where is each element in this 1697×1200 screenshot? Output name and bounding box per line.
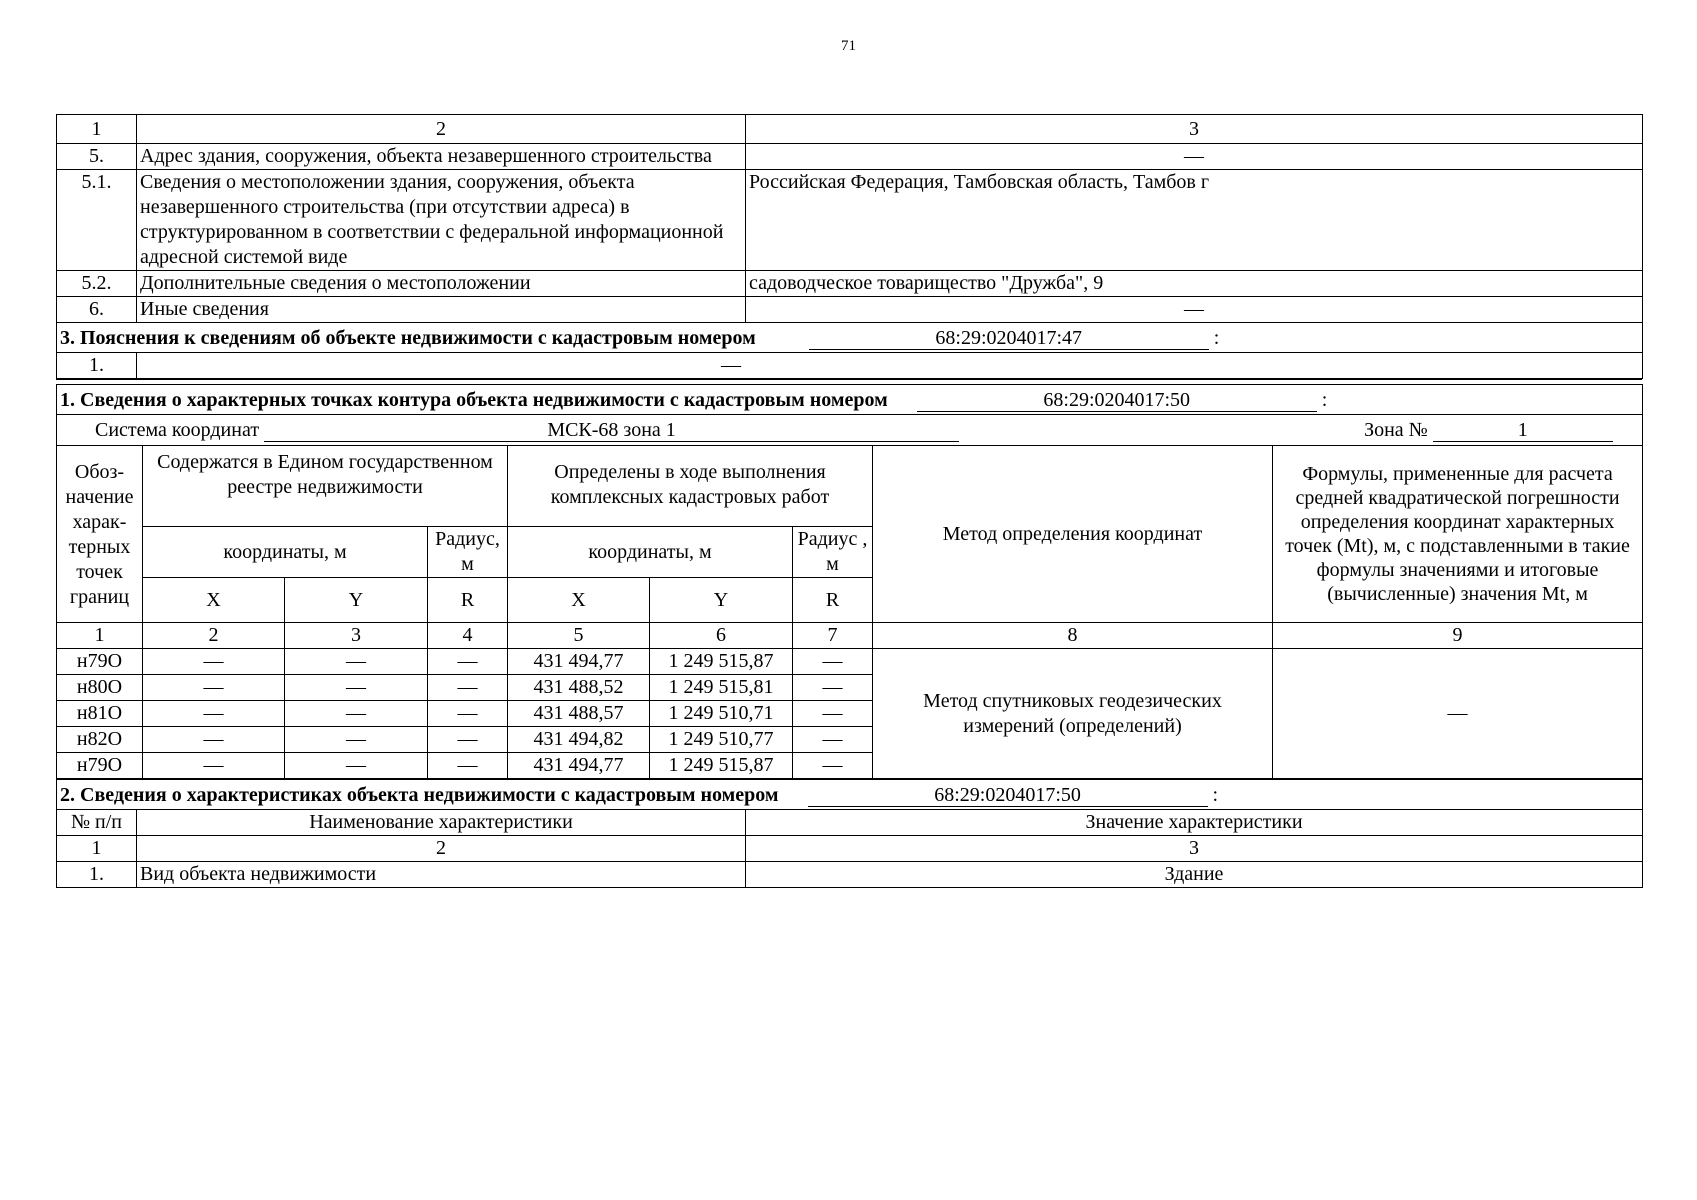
designation-header: Обоз-начение харак-терных точек границ xyxy=(57,446,143,623)
table-row xyxy=(57,353,1643,379)
point-name: н79О xyxy=(57,753,143,779)
table-row xyxy=(57,862,1643,888)
table-row xyxy=(57,144,1643,170)
column-number-5: 5 xyxy=(508,623,650,649)
section-1-cadastral-number: 68:29:0204017:50 xyxy=(917,389,1317,412)
point-y-egrn: — xyxy=(285,727,428,753)
document-body xyxy=(56,114,1642,888)
point-name: н80О xyxy=(57,675,143,701)
ckr-coords-header: координаты, м xyxy=(508,527,793,578)
row-name: Дополнительные сведения о местоположении xyxy=(137,271,746,297)
point-y-egrn: — xyxy=(285,675,428,701)
zone-value: 1 xyxy=(1433,419,1613,442)
column-numbers-row xyxy=(57,623,1643,649)
section-3-title: 3. Пояснения к сведениям об объекте недвижимости с кадастровым номером xyxy=(60,327,756,349)
point-x-egrn: — xyxy=(143,727,285,753)
point-r-ckr: — xyxy=(793,649,873,675)
column-number-1: 1 xyxy=(57,623,143,649)
column-number-3: 3 xyxy=(746,115,1643,144)
row-number: 1. xyxy=(57,353,137,379)
formula-value: — xyxy=(1273,649,1643,779)
characteristic-name-header: Наименование характеристики xyxy=(137,810,746,836)
section-1-title: 1. Сведения о характерных точках контура объекта недвижимости с кадастровым номером xyxy=(60,389,888,411)
point-r-egrn: — xyxy=(428,649,508,675)
point-name: н82О xyxy=(57,727,143,753)
row-value: — xyxy=(746,144,1643,170)
method-value: Метод спутниковых геодезических измерений (определений) xyxy=(873,649,1273,779)
method-header: Метод определения координат xyxy=(873,446,1273,623)
number-header: № п/п xyxy=(57,810,137,836)
point-row xyxy=(57,649,1643,675)
section-1-title-row xyxy=(57,385,1643,415)
egrn-coords-header: координаты, м xyxy=(143,527,428,578)
row-name: Вид объекта недвижимости xyxy=(137,862,746,888)
table-row xyxy=(57,170,1643,271)
point-y-ckr: 1 249 515,87 xyxy=(650,649,793,675)
point-y-egrn: — xyxy=(285,649,428,675)
point-r-egrn: — xyxy=(428,701,508,727)
section-3-title-row xyxy=(57,323,1643,353)
row-value: — xyxy=(746,297,1643,323)
column-numbers-row xyxy=(57,836,1643,862)
characteristic-value-header: Значение характеристики xyxy=(746,810,1643,836)
point-x-ckr: 431 488,52 xyxy=(508,675,650,701)
egrn-r-header: R xyxy=(428,578,508,623)
characteristics-header-row xyxy=(57,810,1643,836)
points-table xyxy=(56,384,1643,779)
row-value: — xyxy=(137,353,1643,379)
row-number: 5. xyxy=(57,144,137,170)
point-x-ckr: 431 488,57 xyxy=(508,701,650,727)
point-r-egrn: — xyxy=(428,675,508,701)
column-number-1: 1 xyxy=(57,115,137,144)
point-x-egrn: — xyxy=(143,649,285,675)
point-x-egrn: — xyxy=(143,701,285,727)
ckr-y-header: Y xyxy=(650,578,793,623)
column-number-9: 9 xyxy=(1273,623,1643,649)
coordinate-system-label: Система координат xyxy=(95,419,260,441)
point-name: н81О xyxy=(57,701,143,727)
table-row xyxy=(57,297,1643,323)
row-value: садоводческое товарищество "Дружба", 9 xyxy=(746,271,1643,297)
column-number-2: 2 xyxy=(137,115,746,144)
column-number-8: 8 xyxy=(873,623,1273,649)
column-number-3: 3 xyxy=(746,836,1643,862)
point-r-ckr: — xyxy=(793,753,873,779)
coordinate-system-value: МСК-68 зона 1 xyxy=(264,419,959,442)
row-name: Иные сведения xyxy=(137,297,746,323)
row-value: Российская Федерация, Тамбовская область, Тамбов г xyxy=(746,170,1643,271)
point-name: н79О xyxy=(57,649,143,675)
point-x-egrn: — xyxy=(143,675,285,701)
egrn-y-header: Y xyxy=(285,578,428,623)
column-number-4: 4 xyxy=(428,623,508,649)
point-y-egrn: — xyxy=(285,753,428,779)
point-y-ckr: 1 249 515,81 xyxy=(650,675,793,701)
point-r-ckr: — xyxy=(793,701,873,727)
row-number: 5.2. xyxy=(57,271,137,297)
point-r-egrn: — xyxy=(428,727,508,753)
column-number-7: 7 xyxy=(793,623,873,649)
row-number: 1. xyxy=(57,862,137,888)
address-table xyxy=(56,114,1643,379)
point-r-egrn: — xyxy=(428,753,508,779)
section-2-title: 2. Сведения о характеристиках объекта недвижимости с кадастровым номером xyxy=(60,784,779,806)
section-3-cadastral-number: 68:29:0204017:47 xyxy=(809,327,1209,350)
point-y-egrn: — xyxy=(285,701,428,727)
row-number: 6. xyxy=(57,297,137,323)
egrn-header: Содержатся в Едином государственном реестре недвижимости xyxy=(143,446,508,527)
column-number-2: 2 xyxy=(143,623,285,649)
coordinate-system-row xyxy=(57,415,1643,446)
section-1-colon: : xyxy=(1321,389,1328,411)
section-2-title-row xyxy=(57,780,1643,810)
row-number: 5.1. xyxy=(57,170,137,271)
column-number-1: 1 xyxy=(57,836,137,862)
section-2-cadastral-number: 68:29:0204017:50 xyxy=(808,784,1208,807)
point-r-ckr: — xyxy=(793,727,873,753)
table-header-row xyxy=(57,115,1643,144)
characteristics-table xyxy=(56,779,1643,888)
point-x-ckr: 431 494,77 xyxy=(508,649,650,675)
egrn-x-header: X xyxy=(143,578,285,623)
ckr-radius-header: Радиус , м xyxy=(793,527,873,578)
column-number-3: 3 xyxy=(285,623,428,649)
column-number-6: 6 xyxy=(650,623,793,649)
egrn-radius-header: Радиус, м xyxy=(428,527,508,578)
ckr-header: Определены в ходе выполнения комплексных кадастровых работ xyxy=(508,446,873,527)
section-2-colon: : xyxy=(1212,784,1219,806)
row-name: Адрес здания, сооружения, объекта незавершенного строительства xyxy=(137,144,746,170)
section-3-colon: : xyxy=(1213,327,1220,349)
page-number: 71 xyxy=(841,38,856,54)
ckr-r-header: R xyxy=(793,578,873,623)
point-r-ckr: — xyxy=(793,675,873,701)
formulas-header: Формулы, примененные для расчета средней квадратической погрешности определения координат характерных точек (Mt), м, с подставленными в такие формулы значениями и итоговые (вычисленные) значения Mt, м xyxy=(1273,446,1643,623)
point-x-egrn: — xyxy=(143,753,285,779)
ckr-x-header: X xyxy=(508,578,650,623)
point-y-ckr: 1 249 515,87 xyxy=(650,753,793,779)
points-header-row-1 xyxy=(57,446,1643,527)
point-x-ckr: 431 494,82 xyxy=(508,727,650,753)
column-number-2: 2 xyxy=(137,836,746,862)
table-row xyxy=(57,271,1643,297)
row-value: Здание xyxy=(746,862,1643,888)
point-y-ckr: 1 249 510,71 xyxy=(650,701,793,727)
zone-label: Зона № xyxy=(1364,419,1428,441)
row-name: Сведения о местоположении здания, сооружения, объекта незавершенного строительства (при отсутствии адреса) в структурированном в соответствии с федеральной информационной адресной системой виде xyxy=(137,170,746,271)
point-y-ckr: 1 249 510,77 xyxy=(650,727,793,753)
point-x-ckr: 431 494,77 xyxy=(508,753,650,779)
